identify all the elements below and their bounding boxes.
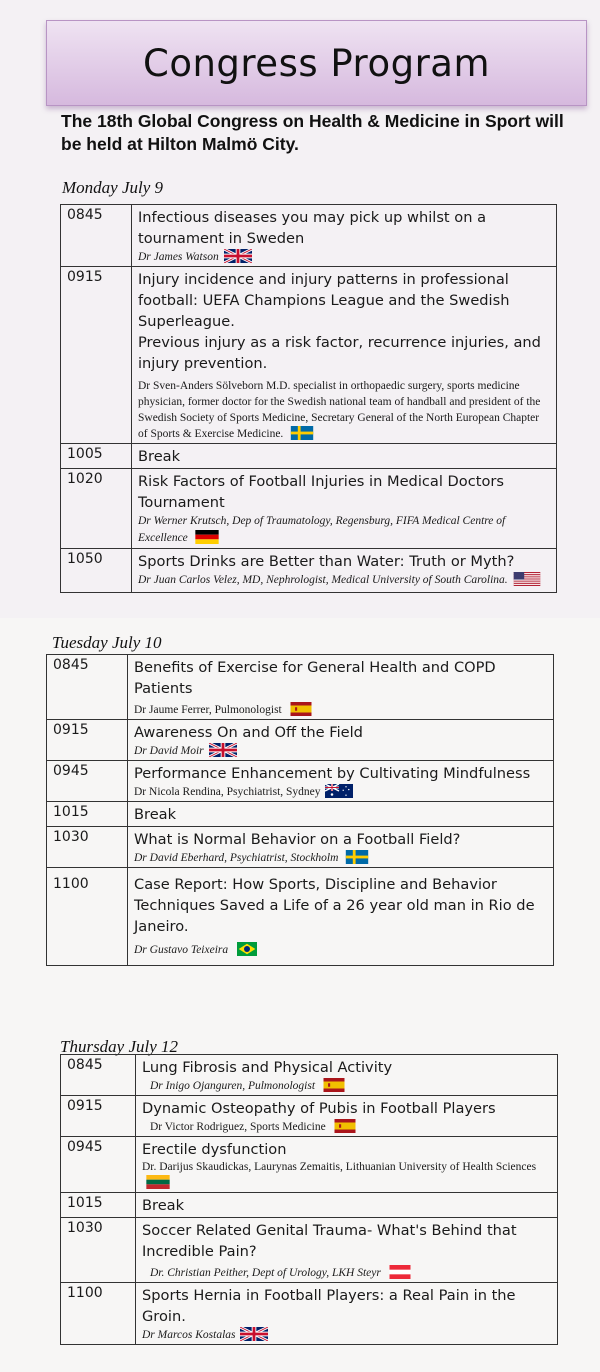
session-cell — [136, 1193, 558, 1218]
table-row — [61, 1055, 558, 1096]
session-title-break: Break — [134, 806, 177, 823]
session-title: Dynamic Osteopathy of Pubis in Football Players — [142, 1100, 496, 1117]
session-title: Performance Enhancement by Cultivating Mindfulness — [134, 765, 531, 782]
table-row — [47, 655, 554, 720]
session-speaker: Dr Gustavo Teixeira — [134, 944, 229, 956]
session-time: 0845 — [47, 655, 128, 720]
sweden-flag-icon — [288, 426, 316, 440]
session-title: Case Report: How Sports, Discipline and Behavior Techniques Saved a Life of a 26 year old man in Rio de Janeiro. — [134, 876, 535, 935]
session-cell — [128, 868, 554, 966]
session-time: 0845 — [61, 205, 132, 267]
session-speaker: Dr Nicola Rendina, Psychiatrist, Sydney — [134, 786, 321, 798]
session-speaker: Dr David Eberhard, Psychiatrist, Stockholm — [134, 852, 339, 864]
brazil-flag-icon — [233, 942, 261, 956]
session-title: Sports Hernia in Football Players: a Real Pain in the Groin. — [142, 1287, 516, 1325]
session-time: 1050 — [61, 549, 132, 593]
session-time: 1100 — [47, 868, 128, 966]
session-speaker: Dr James Watson — [138, 251, 219, 263]
table-row — [47, 868, 554, 966]
session-time: 1020 — [61, 469, 132, 549]
session-title: Injury incidence and injury patterns in professional football: UEFA Champions League and the Swedish Superleague. — [138, 271, 510, 330]
session-title: What is Normal Behavior on a Football Field? — [134, 831, 461, 848]
intro-text: The 18th Global Congress on Health & Medicine in Sport will be held at Hilton Malmö City. — [61, 111, 564, 154]
table-row — [61, 549, 557, 593]
session-cell — [136, 1218, 558, 1283]
schedule-table-monday — [60, 204, 557, 593]
day-label-tuesday: Tuesday July 10 — [52, 633, 162, 652]
session-cell — [132, 205, 557, 267]
usa-flag-icon — [513, 572, 541, 586]
session-cell — [128, 655, 554, 720]
table-row — [61, 444, 557, 469]
session-time: 1030 — [47, 827, 128, 868]
session-title: Awareness On and Off the Field — [134, 724, 363, 741]
table-row — [61, 1283, 558, 1345]
uk-flag-icon — [224, 249, 252, 263]
session-cell — [132, 444, 557, 469]
uk-flag-icon — [209, 743, 237, 757]
table-row — [47, 720, 554, 761]
session-time: 0945 — [47, 761, 128, 802]
session-time: 1015 — [61, 1193, 136, 1218]
session-title-break: Break — [142, 1197, 185, 1214]
session-speaker: Dr Werner Krutsch, Dep of Traumatology, Regensburg, FIFA Medical Centre of Excellence — [138, 515, 506, 544]
session-cell — [128, 827, 554, 868]
spain-flag-icon — [331, 1119, 359, 1133]
session-time: 0945 — [61, 1137, 136, 1193]
session-cell — [128, 761, 554, 802]
table-row — [61, 469, 557, 549]
table-row — [61, 1193, 558, 1218]
session-speaker: Dr David Moir — [134, 745, 204, 757]
session-title: Soccer Related Genital Trauma- What's Behind that Incredible Pain? — [142, 1222, 517, 1260]
session-speaker: Dr. Christian Peither, Dept of Urology, LKH Steyr — [150, 1267, 381, 1279]
table-row — [47, 761, 554, 802]
session-title: Infectious diseases you may pick up whilst on a tournament in Sweden — [138, 209, 487, 247]
table-row — [61, 267, 557, 444]
session-cell — [128, 802, 554, 827]
session-cell — [136, 1137, 558, 1193]
table-row — [61, 205, 557, 267]
session-title-break: Break — [138, 448, 181, 465]
table-row — [61, 1096, 558, 1137]
table-row — [61, 1218, 558, 1283]
session-cell — [132, 267, 557, 444]
session-speaker: Dr Jaume Ferrer, Pulmonologist — [134, 704, 282, 716]
spain-flag-icon — [287, 702, 315, 716]
session-cell — [132, 549, 557, 593]
session-cell — [132, 469, 557, 549]
session-cell — [128, 720, 554, 761]
spain-flag-icon — [320, 1078, 348, 1092]
session-speaker: Dr Sven-Anders Sölveborn M.D. specialist in orthopaedic surgery, sports medicine physician, former doctor for the Swedish national team of handball and president of the Swedish Society of Sports Medicine, Secretary General of the North European Chapter of Sports & Exercise Medicine. — [138, 380, 541, 440]
uk-flag-icon — [240, 1327, 268, 1341]
session-cell — [136, 1096, 558, 1137]
session-cell — [136, 1055, 558, 1096]
session-speaker: Dr Victor Rodriguez, Sports Medicine — [150, 1121, 326, 1133]
session-subtitle: Previous injury as a risk factor, recurrence injuries, and injury prevention. — [138, 334, 541, 372]
day-label-thursday: Thursday July 12 — [60, 1037, 179, 1056]
session-speaker: Dr. Darijus Skaudickas, Laurynas Zemaitis, Lithuanian University of Health Sciences — [142, 1161, 537, 1173]
session-time: 1030 — [61, 1218, 136, 1283]
table-row — [47, 802, 554, 827]
session-title: Risk Factors of Football Injuries in Medical Doctors Tournament — [138, 473, 504, 511]
sweden-flag-icon — [343, 850, 371, 864]
title-banner — [46, 20, 587, 106]
session-title: Erectile dysfunction — [142, 1141, 287, 1158]
page-title: Congress Program — [143, 41, 490, 85]
session-time: 0915 — [61, 267, 132, 444]
session-title: Sports Drinks are Better than Water: Truth or Myth? — [138, 553, 515, 570]
table-row — [61, 1137, 558, 1193]
australia-flag-icon — [325, 784, 353, 798]
session-speaker: Dr Juan Carlos Velez, MD, Nephrologist, Medical University of South Carolina. — [138, 574, 508, 586]
schedule-table-tuesday — [46, 654, 554, 966]
session-time: 0915 — [47, 720, 128, 761]
session-time: 1100 — [61, 1283, 136, 1345]
session-title: Lung Fibrosis and Physical Activity — [142, 1059, 393, 1076]
day-label-monday: Monday July 9 — [62, 178, 164, 197]
session-speaker: Dr Marcos Kostalas — [142, 1329, 236, 1341]
table-row — [47, 827, 554, 868]
session-time: 0845 — [61, 1055, 136, 1096]
session-speaker: Dr Inigo Ojanguren, Pulmonologist — [150, 1080, 316, 1092]
session-time: 1005 — [61, 444, 132, 469]
session-time: 1015 — [47, 802, 128, 827]
schedule-table-thursday — [60, 1054, 558, 1345]
session-cell — [136, 1283, 558, 1345]
session-time: 0915 — [61, 1096, 136, 1137]
lithuania-flag-icon — [144, 1175, 172, 1189]
austria-flag-icon — [386, 1265, 414, 1279]
germany-flag-icon — [193, 530, 221, 544]
session-title: Benefits of Exercise for General Health and COPD Patients — [134, 659, 496, 697]
